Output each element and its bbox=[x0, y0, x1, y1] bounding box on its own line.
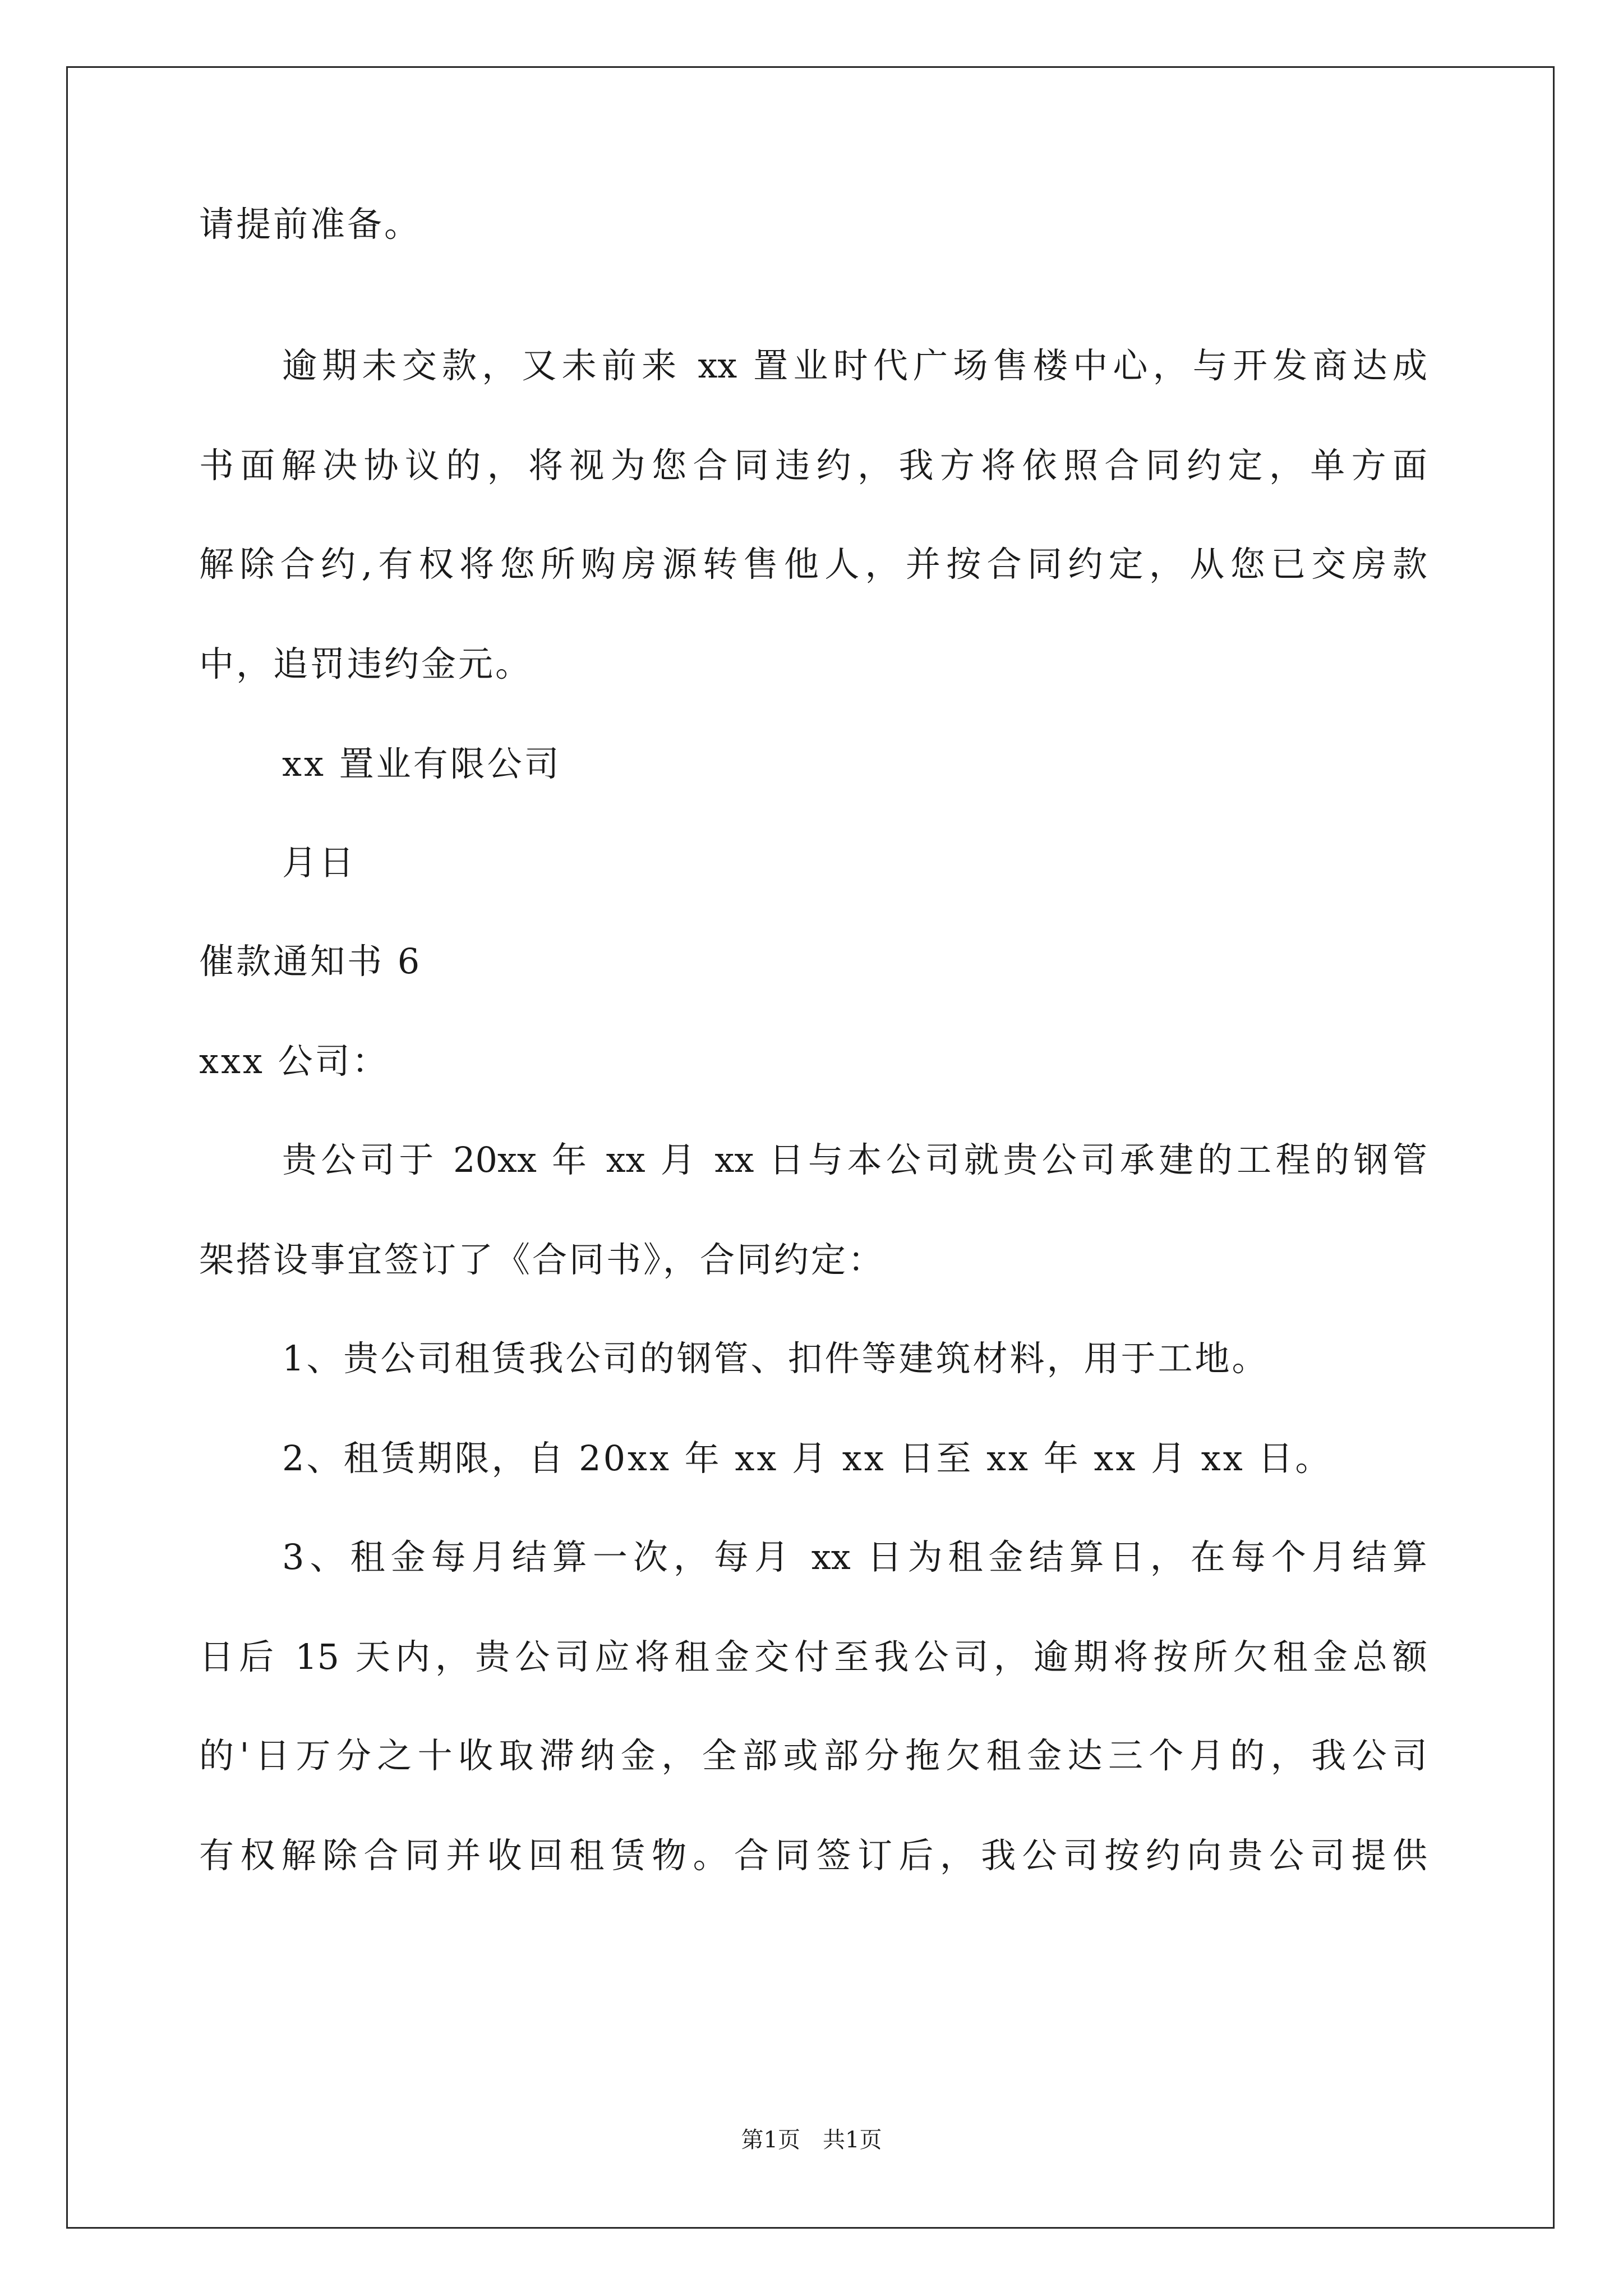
list-item: 2、租赁期限，自 20xx 年 xx 月 xx 日至 xx 年 xx 月 xx 日。 bbox=[282, 1438, 1332, 1479]
paragraph-line: 逾期未交款，又未前来 xx 置业时代广场售楼中心，与开发商达成 bbox=[282, 345, 1427, 386]
paragraph-line: 贵公司于 20xx 年 xx 月 xx 日与本公司就贵公司承建的工程的钢管 bbox=[282, 1139, 1427, 1180]
paragraph-line: 日后 15 天内，贵公司应将租金交付至我公司，逾期将按所欠租金总额 bbox=[199, 1636, 1427, 1677]
company-name: xx 置业有限公司 bbox=[282, 743, 561, 784]
list-item: 1、贵公司租赁我公司的钢管、扣件等建筑材料，用于工地。 bbox=[282, 1338, 1269, 1379]
paragraph-line: 中，追罚违约金元。 bbox=[199, 643, 533, 684]
paragraph-line: 架搭设事宜签订了《合同书》，合同约定： bbox=[199, 1239, 886, 1280]
section-heading: 催款通知书 6 bbox=[199, 941, 422, 982]
list-item: 3、租金每月结算一次，每月 xx 日为租金结算日，在每个月结算 bbox=[282, 1536, 1427, 1577]
page-number-footer: 第1页 共1页 bbox=[741, 2127, 882, 2153]
paragraph-line: 有权解除合同并收回租赁物。合同签订后，我公司按约向贵公司提供 bbox=[199, 1835, 1427, 1876]
paragraph-line: 请提前准备。 bbox=[199, 204, 422, 245]
paragraph-line: 的'日万分之十收取滞纳金，全部或部分拖欠租金达三个月的，我公司 bbox=[199, 1735, 1427, 1776]
date-line: 月日 bbox=[282, 842, 357, 883]
addressee: xxx 公司： bbox=[199, 1041, 389, 1082]
paragraph-line: 解除合约,有权将您所购房源转售他人，并按合同约定，从您已交房款 bbox=[199, 544, 1427, 585]
paragraph-line: 书面解决协议的，将视为您合同违约，我方将依照合同约定，单方面 bbox=[199, 445, 1427, 486]
